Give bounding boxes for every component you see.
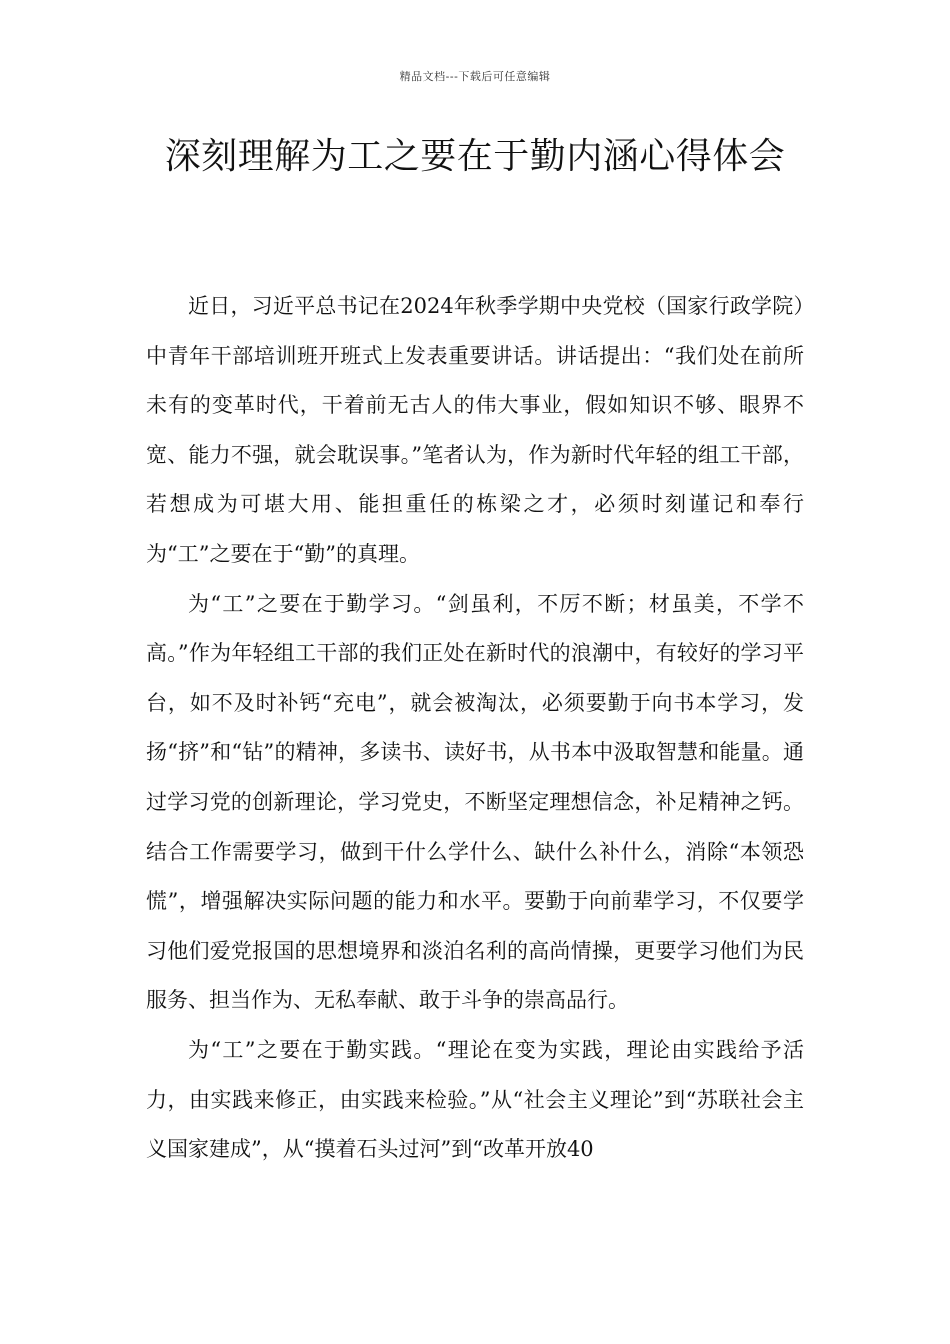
paragraph-practice: 为“工”之要在于勤实践。“理论在变为实践，理论由实践给予活力，由实践来修正，由实践来检验。”从“社会主义理论”到“苏联社会主义国家建成”，从“摸着石头过河”到“改革开放40: [146, 1037, 804, 1162]
paragraph-study: 为“工”之要在于勤学习。“剑虽利，不厉不断；材虽美，不学不高。”作为年轻组工干部的我们正处在新时代的浪潮中，有较好的学习平台，如不及时补钙“充电”，就会被淘汰，必须要勤于向书本学习，发扬“挤”和“钻”的精神，多读书、读好书，从书本中汲取智慧和能量。通过学习党的创新理论，学习党史，不断坚定理想信念，补足精神之钙。结合工作需要学习，做到干什么学什么、缺什么补什么，消除“本领恐慌”，增强解决实际问题的能力和水平。要勤于向前辈学习，不仅要学习他们爱党报国的思想境界和淡泊名利的高尚情操，更要学习他们为民服务、担当作为、无私奉献、敢于斗争的崇高品行。: [146, 591, 804, 1013]
document-body: [146, 282, 804, 1175]
header-note: 精品文档---下载后可任意编辑: [399, 70, 551, 83]
document-title: 深刻理解为工之要在于勤内涵心得体会: [164, 136, 786, 177]
paragraph-intro: 近日，习近平总书记在2024年秋季学期中央党校（国家行政学院）中青年干部培训班开班式上发表重要讲话。讲话提出：“我们处在前所未有的变革时代，干着前无古人的伟大事业，假如知识不够、眼界不宽、能力不强，就会耽误事。”笔者认为，作为新时代年轻的组工干部，若想成为可堪大用、能担重任的栋梁之才，必须时刻谨记和奉行为“工”之要在于“勤”的真理。: [146, 294, 804, 566]
